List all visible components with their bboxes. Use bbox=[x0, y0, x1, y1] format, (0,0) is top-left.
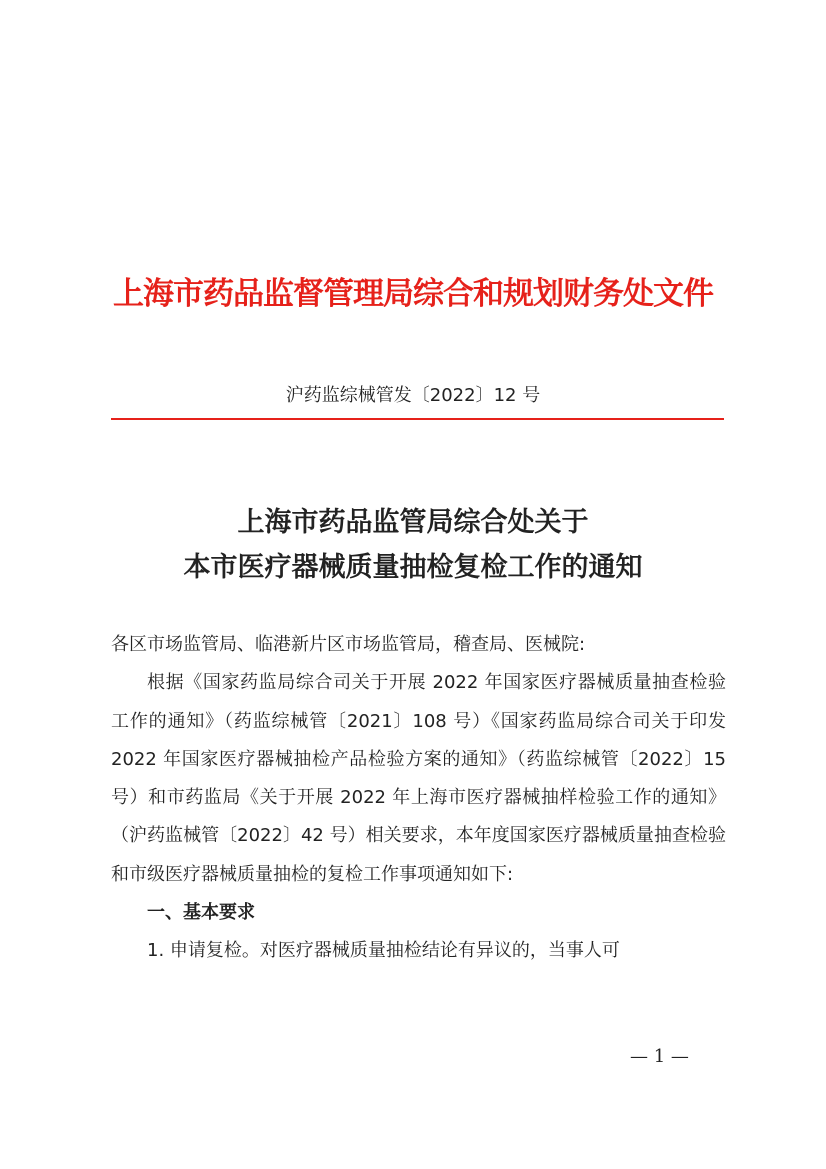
document-body bbox=[111, 626, 726, 971]
addressee: 各区市场监管局、临港新片区市场监管局，稽查局、医械院: bbox=[111, 634, 586, 655]
section-heading: 一、基本要求 bbox=[147, 902, 255, 924]
notice-title-line-2: 本市医疗器械质量抽检复检工作的通知 bbox=[183, 552, 643, 583]
document-number: 沪药监综械管发〔2022〕12 号 bbox=[285, 385, 541, 406]
body-paragraph: 根据《国家药监局综合司关于开展 2022 年国家医疗器械质量抽查检验工作的通知》（药监综械管〔2021〕108 号）《国家药监局综合司关于印发 2022 年国家医疗器械抽检产品检验方案的通知》（药监综械管〔2022〕15 号）和市药监局《关于开展 2022 年上海市医疗器械抽样检验工作的通知》（沪药监械管〔2022〕42 号）相关要求，本年度国家医疗器械质量抽查检验和市级医疗器械质量抽检的复检工作事项通知如下: bbox=[111, 672, 726, 885]
red-divider-line bbox=[111, 418, 724, 420]
page-number: — 1 — bbox=[630, 1046, 689, 1067]
list-item: 1. 申请复检。对医疗器械质量抽检结论有异议的，当事人可 bbox=[147, 940, 620, 962]
notice-title-line-1: 上海市药品监管局综合处关于 bbox=[237, 507, 589, 538]
masthead-title: 上海市药品监督管理局综合和规划财务处文件 bbox=[113, 276, 713, 312]
